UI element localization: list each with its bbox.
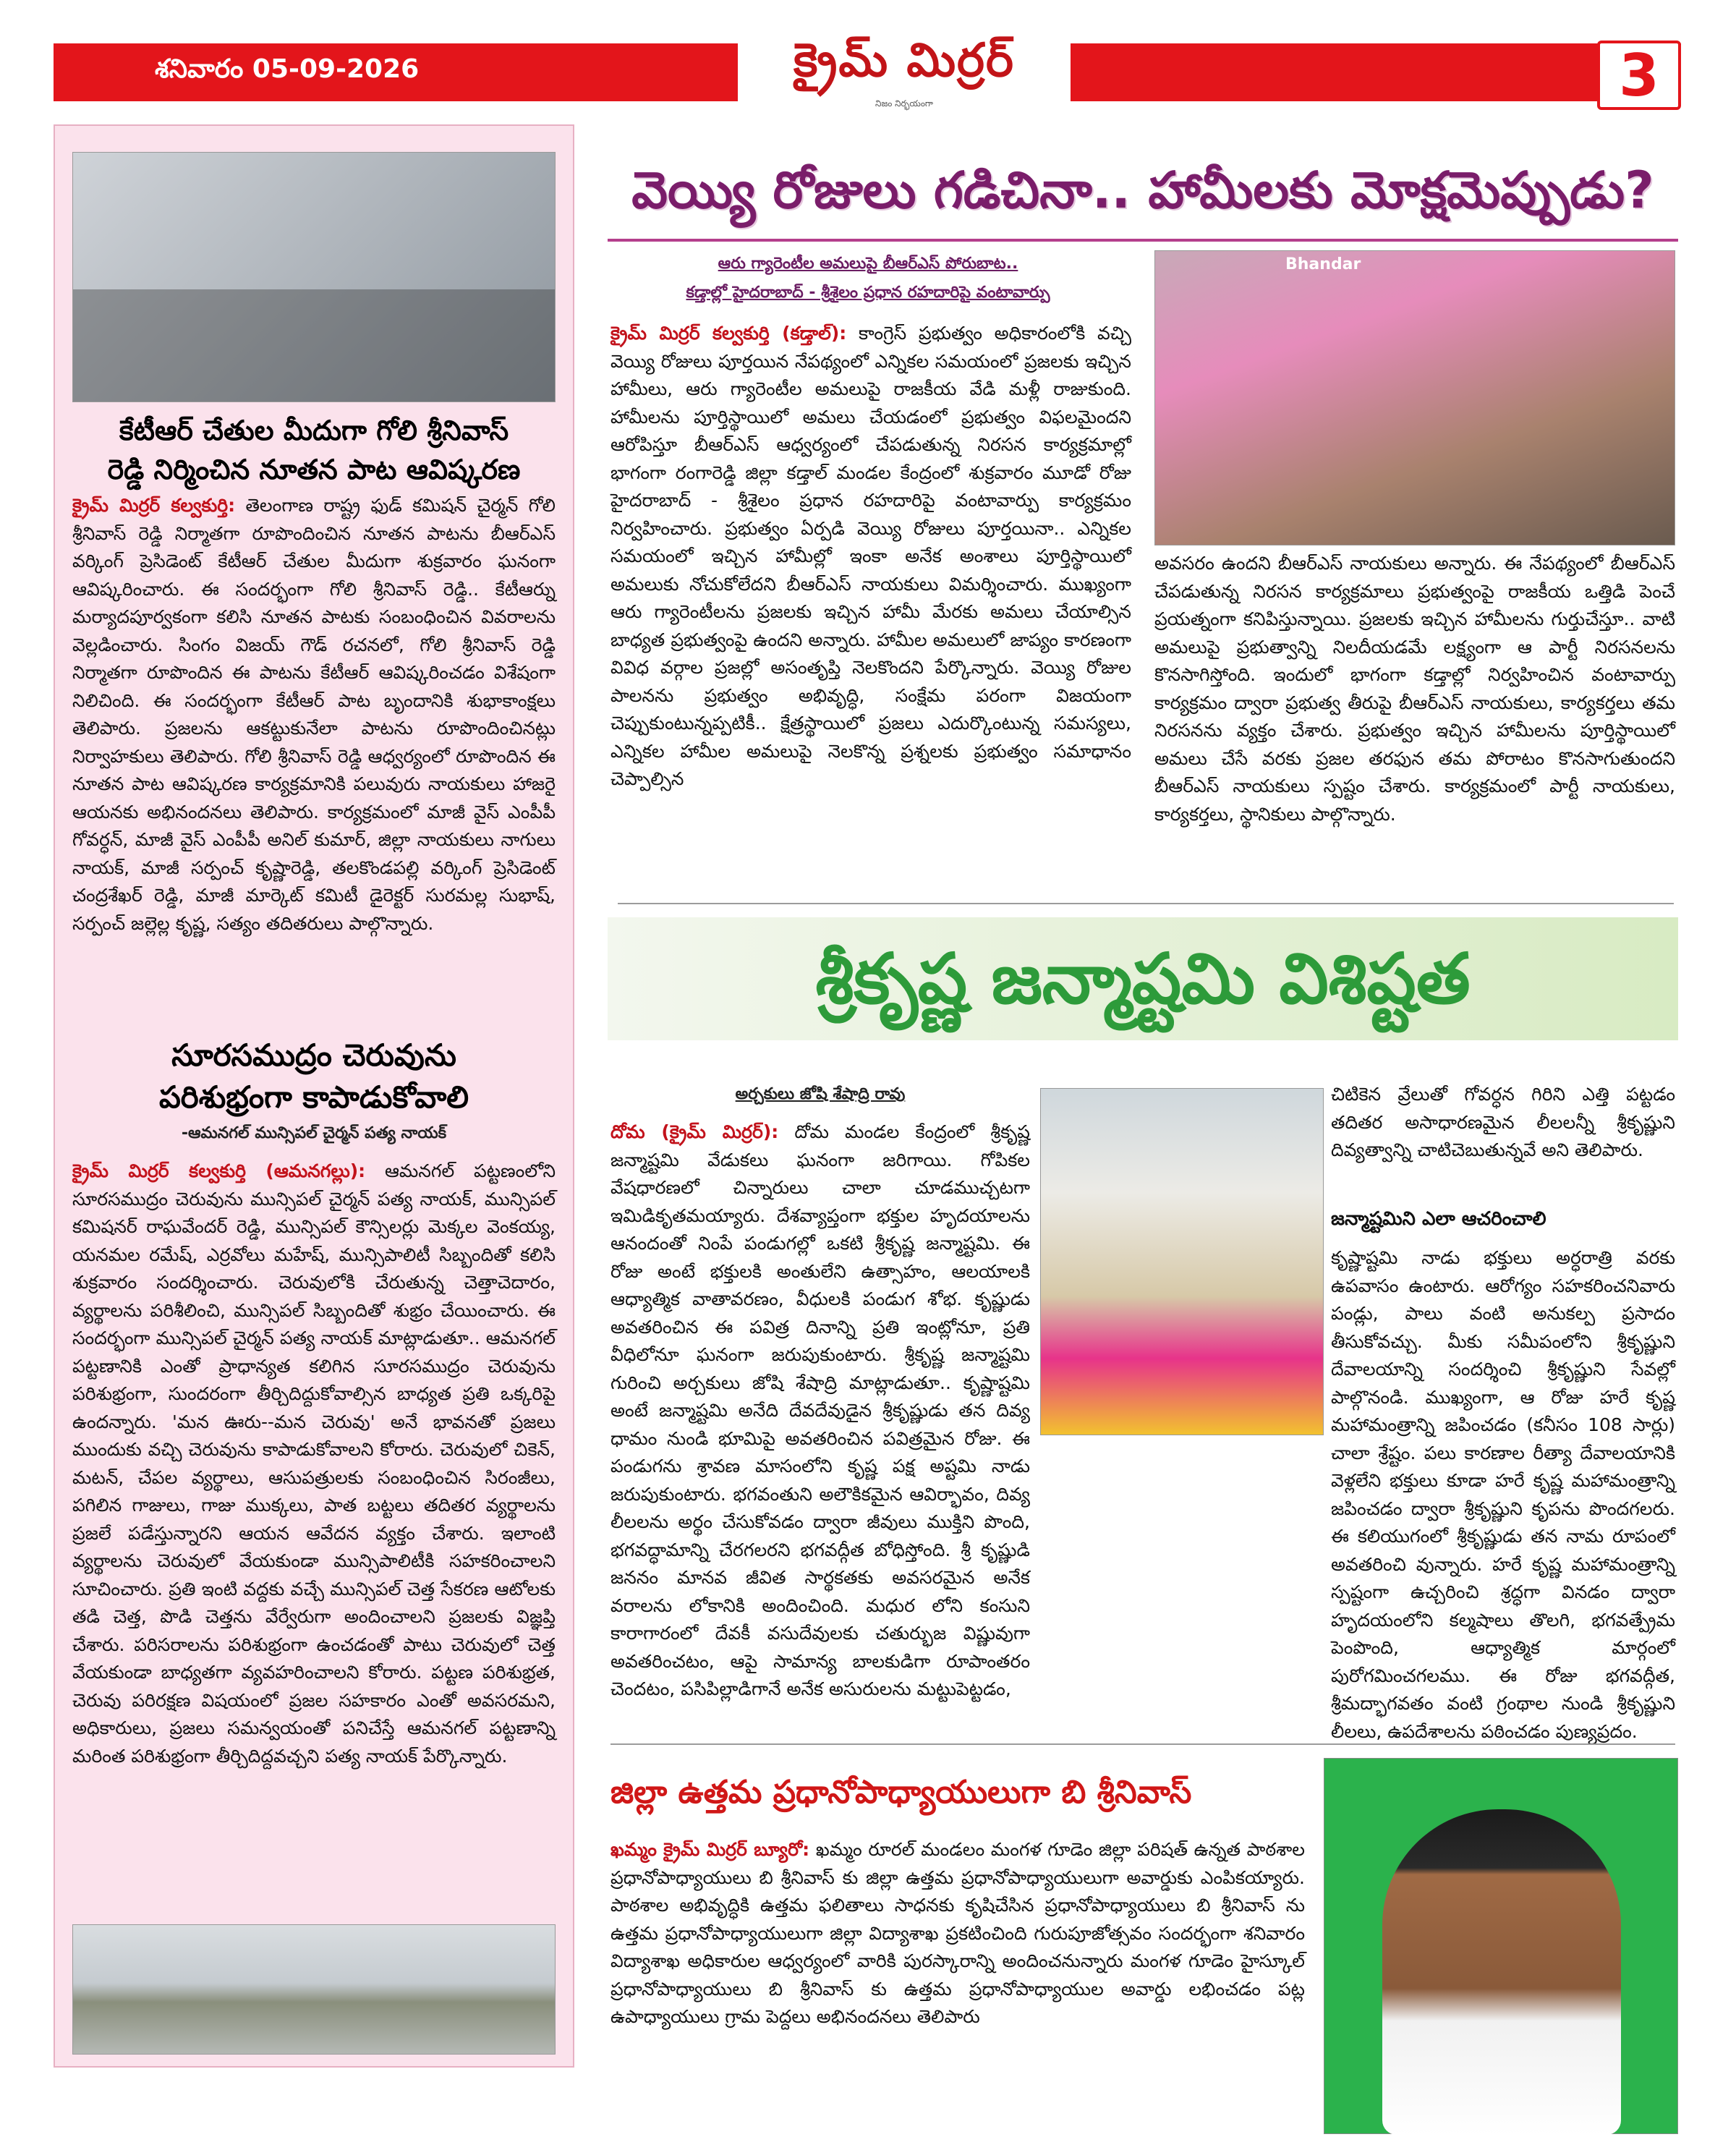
story2-body: క్రైమ్ మిర్రర్ కల్వకుర్తి (ఆమనగల్లు): ఆమనగల్ పట్టణంలోని సూరసముద్రం చెరువును మున్సిపల్ చైర్మన్ పత్య నాయక్, మున్సిపల్ కమిషనర్ రాఘవేందర్ రెడ్డి, మున్సిపల్ కౌన్సిలర్లు మెక్కల వెంకయ్య, యనమల రమేష్, ఎర్రవోలు మహేష్, మున్సిపాలిటీ సిబ్బందితో కలిసి శుక్రవారం సందర్శించారు. చెరువులోకి చేరుతున్న చెత్తాచెదారం, వ్యర్థాలను పరిశీలించి, మున్సిపల్ సిబ్బందితో శుభ్రం చేయించారు. ఈ సందర్భంగా మున్సిపల్ చైర్మన్ పత్య నాయక్ మాట్లాడుతూ.. ఆమనగల్ పట్టణానికి ఎంతో ప్రాధాన్యత కలిగిన సూరసముద్రం చెరువును పరిశుభ్రంగా, సుందరంగా తీర్చిదిద్దుకోవాల్సిన బాధ్యత ప్రతి ఒక్కరిపై ఉందన్నారు. 'మన ఊరు--మన చెరువు' అనే భావనతో ప్రజలు ముందుకు వచ్చి చెరువును కాపాడుకోవాలని కోరారు. చెరువులో చికెన్, మటన్, చేపల వ్యర్థాలు, ఆసుపత్రులకు సంబంధించిన సిరంజీలు, పగిలిన గాజులు, గాజు ముక్కలు, పాత బట్టలు తదితర వ్యర్థాలను ప్రజలే పడేస్తున్నారని ఆయన ఆవేదన వ్యక్తం చేశారు. ఇలాంటి వ్యర్థాలను చెరువులో వేయకుండా మున్సిపాలిటీకి సహకరించాలని సూచించారు. ప్రతి ఇంటి వద్దకు వచ్చే మున్సిపల్ చెత్త సేకరణ ఆటోలకు తడి చెత్త, పొడి చెత్తను వేర్వేరుగా అందించాలని ప్రజలకు విజ్ఞప్తి చేశారు. పరిసరాలను పరిశుభ్రంగా ఉంచడంతో పాటు చెరువులో చెత్త వేయకుండా బాధ్యతగా వ్యవహరించాలని కోరారు. పట్టణ పరిశుభ్రత, చెరువు పరిరక్షణ విషయంలో ప్రజల సహకారం ఎంతో అవసరమని, అధికారులు, ప్రజలు సమన్వయంతో పనిచేస్తే ఆమనగల్ పట్టణాన్ని మరింత పరిశుభ్రంగా తీర్చిదిద్దవచ్చని పత్య నాయక్ పేర్కొన్నారు.: [72, 1160, 556, 1767]
top-story-body-right: అవసరం ఉందని బీఆర్ఎస్ నాయకులు అన్నారు. ఈ నేపథ్యంలో బీఆర్ఎస్ చేపడుతున్న నిరసన కార్యక్రమాలు ప్రభుత్వంపై రాజకీయ ఒత్తిడి పెంచే ప్రయత్నంగా కనిపిస్తున్నాయి. ప్రజలకు ఇచ్చిన హామీలను గుర్తుచేస్తూ.. వాటి అమలుపై ప్రభుత్వాన్ని నిలదీయడమే లక్ష్యంగా ఆ పార్టీ నిరసనలను కొనసాగిస్తోంది. ఇందులో భాగంగా కడ్తాల్లో నిర్వహించిన వంటావార్పు కార్యక్రమం ద్వారా ప్రభుత్వ తీరుపై బీఆర్ఎస్ నాయకులు, కార్యకర్తలు తమ నిరసనను వ్యక్తం చేశారు. ప్రభుత్వం ఇచ్చిన హామీలను పూర్తిస్థాయిలో అమలు చేసే వరకు ప్రజల తరఫున తమ పోరాటం కొనసాగుతుందని బీఆర్ఎస్ నాయకులు స్పష్టం చేశారు. కార్యక్రమంలో పార్టీ నాయకులు, కార్యకర్తలు, స్థానికులు పాల్గొన్నారు.: [1154, 553, 1675, 825]
top-story-dateline: క్రైమ్ మిర్రర్ కల్వకుర్తి (కడ్తాల్):: [610, 323, 847, 344]
section-divider-1: [618, 903, 1674, 904]
story2-headline: సూరసముద్రం చెరువును పరిశుభ్రంగా కాపాడుకోవాలి: [158, 1037, 469, 1115]
top-story-body-left: క్రైమ్ మిర్రర్ కల్వకుర్తి (కడ్తాల్): కాంగ్రెస్ ప్రభుత్వం అధికారంలోకి వచ్చి వెయ్యి రోజులు పూర్తయిన నేపథ్యంలో ఎన్నికల సమయంలో ప్రజలకు ఇచ్చిన హామీలు, ఆరు గ్యారెంటీల అమలుపై రాజకీయ వేడి మళ్లీ రాజుకుంది. హామీలను పూర్తిస్థాయిలో అమలు చేయడంలో ప్రభుత్వం విఫలమైందని ఆరోపిస్తూ బీఆర్ఎస్ ఆధ్వర్యంలో చేపడుతున్న నిరసన కార్యక్రమాల్లో భాగంగా రంగారెడ్డి జిల్లా కడ్తాల్ మండల కేంద్రంలో శుక్రవారం మూడో రోజు హైదరాబాద్ - శ్రీశైలం ప్రధాన రహదారిపై వంటావార్పు కార్యక్రమం నిర్వహించారు. ప్రభుత్వం ఏర్పడి వెయ్యి రోజులు పూర్తయినా.. ఎన్నికల సమయంలో ఇచ్చిన హామీల్లో ఇంకా అనేక అంశాలు పూర్తిస్థాయిలో అమలుకు నోచుకోలేదని బీఆర్ఎస్ నాయకులు విమర్శించారు. ముఖ్యంగా ఆరు గ్యారెంటీలను ప్రజలకు ఇచ్చిన హామీ మేరకు అమలు చేయాల్సిన బాధ్యత ప్రభుత్వంపై ఉందని అన్నారు. హామీల అమలులో జాప్యం కారణంగా వివిధ వర్గాల ప్రజల్లో అసంతృప్తి నెలకొందని పేర్కొన్నారు. వెయ్యి రోజుల పాలనను ప్రభుత్వం అభివృద్ధి, సంక్షేమ పరంగా విజయంగా చెప్పుకుంటున్నప్పటికీ.. క్షేత్రస్థాయిలో ప్రజలు ఎదుర్కొంటున్న సమస్యలు, ఎన్నికల హామీల అమలుపై నెలకొన్న ప్రశ్నలకు ప్రభుత్వం సమాధానం చెప్పాల్సిన: [610, 323, 1131, 789]
krishna-body-left: దోమ (క్రైమ్ మిర్రర్): దోమ మండల కేంద్రంలో శ్రీకృష్ణ జన్మాష్టమి వేడుకలు ఘనంగా జరిగాయి. గోపికల వేషధారణలో చిన్నారులు చాలా చూడముచ్చటగా ఇమిడికృతమయ్యారు. దేశవ్యాప్తంగా భక్తుల హృదయాలను ఆనందంతో నింపే పండుగల్లో ఒకటి శ్రీకృష్ణ జన్మాష్టమి. ఈ రోజు అంటే భక్తులకి అంతులేని ఉత్సాహం, ఆలయాలకి ఆధ్యాత్మిక వాతావరణం, వీధులకి పండుగ శోభ. కృష్ణుడు అవతరించిన ఈ పవిత్ర దినాన్ని ప్రతి ఇంట్లోనూ, ప్రతి వీధిలోనూ ఘనంగా జరుపుకుంటారు. శ్రీకృష్ణ జన్మాష్టమి గురించి అర్చకులు జోషి శేషాద్రి మాట్లాడుతూ.. కృష్ణాష్టమి అంటే జన్మాష్టమి అనేది దేవదేవుడైన శ్రీకృష్ణుడు తన దివ్య ధామం నుండి భూమిపై అవతరించిన పవిత్రమైన రోజు. ఈ పండుగను శ్రావణ మాసంలోని కృష్ణ పక్ష అష్టమి నాడు జరుపుకుంటారు. భగవంతుని అలౌకికమైన ఆవిర్భావం, దివ్య లీలలను అర్థం చేసుకోవడం ద్వారా జీవులు ముక్తిని పొంది, భగవద్ధామాన్ని చేరగలరని భగవద్గీత బోధిస్తోంది. శ్రీ కృష్ణుడి జననం మానవ జీవిత సార్థకతకు అవసరమైన అనేక వరాలను లోకానికి అందించింది. మధుర లోని కంసుని కారాగారంలో దేవకీ వసుదేవులకు చతుర్భుజ విష్ణువుగా అవతరించటం, ఆపై సామాన్య బాలకుడిగా రూపాంతరం చెందటం, పసిపిల్లాడిగానే అనేక అసురులను మట్టుపెట్టడం,: [610, 1121, 1030, 1699]
top-story-headline: వెయ్యి రోజులు గడిచినా.. హామీలకు మోక్షమెప్పుడు?: [631, 161, 1654, 220]
krishna-body-bottom: [610, 1438, 1675, 1681]
top-story-rule: [608, 239, 1678, 242]
krishna-photo: [1040, 1088, 1324, 1435]
masthead-logo: క్రైమ్ మిర్రర్: [793, 33, 1015, 88]
masthead[interactable]: [738, 32, 1071, 111]
shop-sign: Bhandar: [1285, 255, 1361, 273]
pond-photo: [72, 1924, 556, 2055]
teacher-dateline: ఖమ్మం క్రైమ్ మిర్రర్ బ్యూరో:: [610, 1839, 810, 1860]
teacher-headline: జిల్లా ఉత్తమ ప్రధానోపాధ్యాయులుగా బి శ్రీనివాస్: [610, 1774, 1192, 1811]
ktr-song-launch-photo: [72, 152, 556, 402]
krishna-body-right-top: చిటికెన వ్రేలుతో గోవర్ధన గిరిని ఎత్తి పట్టడం తదితర అసాధారణమైన లీలలన్నీ శ్రీకృష్ణుని దివ్యత్వాన్ని చాటిచెబుతున్నవే అని తెలిపారు.: [1331, 1084, 1675, 1160]
story2-byline: -ఆమనగల్ మున్సిపల్ చైర్మన్ పత్య నాయక్: [181, 1124, 447, 1142]
story1-dateline: క్రైమ్ మిర్రర్ కల్వకుర్తి:: [72, 495, 236, 516]
section-divider-2: [610, 1743, 1675, 1745]
page-number: 3: [1597, 41, 1681, 110]
story1-headline: కేటీఆర్ చేతుల మీదుగా గోలి శ్రీనివాస్ రెడ్డి నిర్మించిన నూతన పాట ఆవిష్కరణ: [107, 415, 521, 485]
masthead-tagline: నిజం నిర్భయంగా: [875, 98, 933, 109]
krishna-byline: అర్చకులు జోషి శేషాద్రి రావు: [735, 1085, 906, 1103]
story1-body: క్రైమ్ మిర్రర్ కల్వకుర్తి: తెలంగాణ రాష్ట్ర ఫుడ్ కమిషన్ చైర్మన్ గోలి శ్రీనివాస్ రెడ్డి నిర్మాతగా రూపొందించిన నూతన పాటను బీఆర్ఎస్ వర్కింగ్ ప్రెసిడెంట్ కేటీఆర్ చేతుల మీదుగా శుక్రవారం ఘనంగా ఆవిష్కరించారు. ఈ సందర్భంగా గోలి శ్రీనివాస్ రెడ్డి.. కేటీఆర్ను మర్యాదపూర్వకంగా కలిసి నూతన పాటకు సంబంధించిన వివరాలను వెల్లడించారు. సింగం విజయ్ గౌడ్ రచనలో, గోలి శ్రీనివాస్ రెడ్డి నిర్మాతగా రూపొందిన ఈ పాటను కేటీఆర్ ఆవిష్కరించడం విశేషంగా నిలిచింది. ఈ సందర్భంగా కేటీఆర్ పాట బృందానికి శుభాకాంక్షలు తెలిపారు. ప్రజలను ఆకట్టుకునేలా పాటను రూపొందించినట్లు నిర్వాహకులు తెలిపారు. గోలి శ్రీనివాస్ రెడ్డి ఆధ్వర్యంలో రూపొందిన ఈ నూతన పాట ఆవిష్కరణ కార్యక్రమానికి పలువురు నాయకులు హాజరై ఆయనకు అభినందనలు తెలిపారు. కార్యక్రమంలో మాజీ వైస్ ఎంపీపీ గోవర్ధన్, మాజీ వైస్ ఎంపీపీ అనిల్ కుమార్, జిల్లా నాయకులు నాగులు నాయక్, మాజీ సర్పంచ్ కృష్ణారెడ్డి, తలకొండపల్లి వర్కింగ్ ప్రెసిడెంట్ చంద్రశేఖర్ రెడ్డి, మాజీ మార్కెట్ కమిటీ డైరెక్టర్ సురమల్ల సుభాష్, సర్పంచ్ జల్లెల్ల కృష్ణ, సత్యం తదితరులు పాల్గొన్నారు.: [72, 495, 556, 934]
teacher-body: ఖమ్మం క్రైమ్ మిర్రర్ బ్యూరో: ఖమ్మం రూరల్ మండలం మంగళ గూడెం జిల్లా పరిషత్ ఉన్నత పాఠశాల ప్రధానోపాధ్యాయులు బి శ్రీనివాస్ కు జిల్లా ఉత్తమ ప్రధానోపాధ్యాయులుగా అవార్డుకు ఎంపికయ్యారు. పాఠశాల అభివృద్ధికి ఉత్తమ ఫలితాలు సాధనకు కృషిచేసిన ప్రధానోపాధ్యాయులు బి శ్రీనివాస్ ను ఉత్తమ ప్రధానోపాధ్యాయులుగా జిల్లా విద్యాశాఖ ప్రకటించింది గురుపూజోత్సవం సందర్భంగా శనివారం విద్యాశాఖ అధికారుల ఆధ్వర్యంలో వారికి పురస్కారాన్ని అందించనున్నారు మంగళ గూడెం హైస్కూల్ ప్రధానోపాధ్యాయులు బి శ్రీనివాస్ కు ఉత్తమ ప్రధానోపాధ్యాయుల అవార్డు లభించడం పట్ల ఉపాధ్యాయులు గ్రామ పెద్దలు అభినందనలు తెలిపారు: [610, 1839, 1306, 2027]
krishna-headline: శ్రీకృష్ణ జన్మాష్టమి విశిష్టత: [815, 938, 1471, 1019]
krishna-subhead: జన్మాష్టమిని ఎలా ఆచరించాలి: [1331, 1208, 1546, 1230]
issue-date: శనివారం 05-09-2026: [155, 54, 420, 84]
teacher-photo: [1324, 1758, 1678, 2134]
krishna-body-right: కృష్ణాష్టమి నాడు భక్తులు అర్ధరాత్రి వరకు ఉపవాసం ఉంటారు. ఆరోగ్యం సహకరించనివారు పండ్లు, పాలు వంటి అనుకల్ప ప్రసాదం తీసుకోవచ్చు. మీకు సమీపంలోని శ్రీకృష్ణుని దేవాలయాన్ని సందర్శించి శ్రీకృష్ణుని సేవల్లో పాల్గొనండి. ముఖ్యంగా, ఆ రోజు హరే కృష్ణ మహామంత్రాన్ని జపించడం (కనీసం 108 సార్లు) చాలా శ్రేష్టం. పలు కారణాల రీత్యా దేవాలయానికి వెళ్లలేని భక్తులు కూడా హరే కృష్ణ మహామంత్రాన్ని జపించడం ద్వారా శ్రీకృష్ణుని కృపను పొందగలరు. ఈ కలియుగంలో శ్రీకృష్ణుడు తన నామ రూపంలో అవతరించి వున్నారు. హరే కృష్ణ మహామంత్రాన్ని స్పష్టంగా ఉచ్చరించి శ్రద్ధగా వినడం ద్వారా హృదయంలోని కల్మషాలు తొలగి, భగవత్ప్రేమ పెంపొంది, ఆధ్యాత్మిక మార్గంలో పురోగమించగలము. ఈ రోజు భగవద్గీత, శ్రీమద్భాగవతం వంటి గ్రంథాల నుండి శ్రీకృష్ణుని లీలలు, ఉపదేశాలను పఠించడం పుణ్యప్రదం.: [1331, 1247, 1675, 1742]
krishna-dateline: దోమ (క్రైమ్ మిర్రర్):: [610, 1121, 779, 1142]
story2-dateline: క్రైమ్ మిర్రర్ కల్వకుర్తి (ఆమనగల్లు):: [72, 1160, 366, 1181]
top-story-subhead-1: ఆరు గ్యారెంటీల అమలుపై బీఆర్ఎస్ పోరుబాట..: [718, 255, 1018, 273]
brs-protest-photo: [1154, 250, 1675, 545]
top-story-subhead-2: కడ్తాల్లో హైదరాబాద్ - శ్రీశైలం ప్రధాన రహదారిపై వంటావార్పు: [686, 284, 1050, 302]
